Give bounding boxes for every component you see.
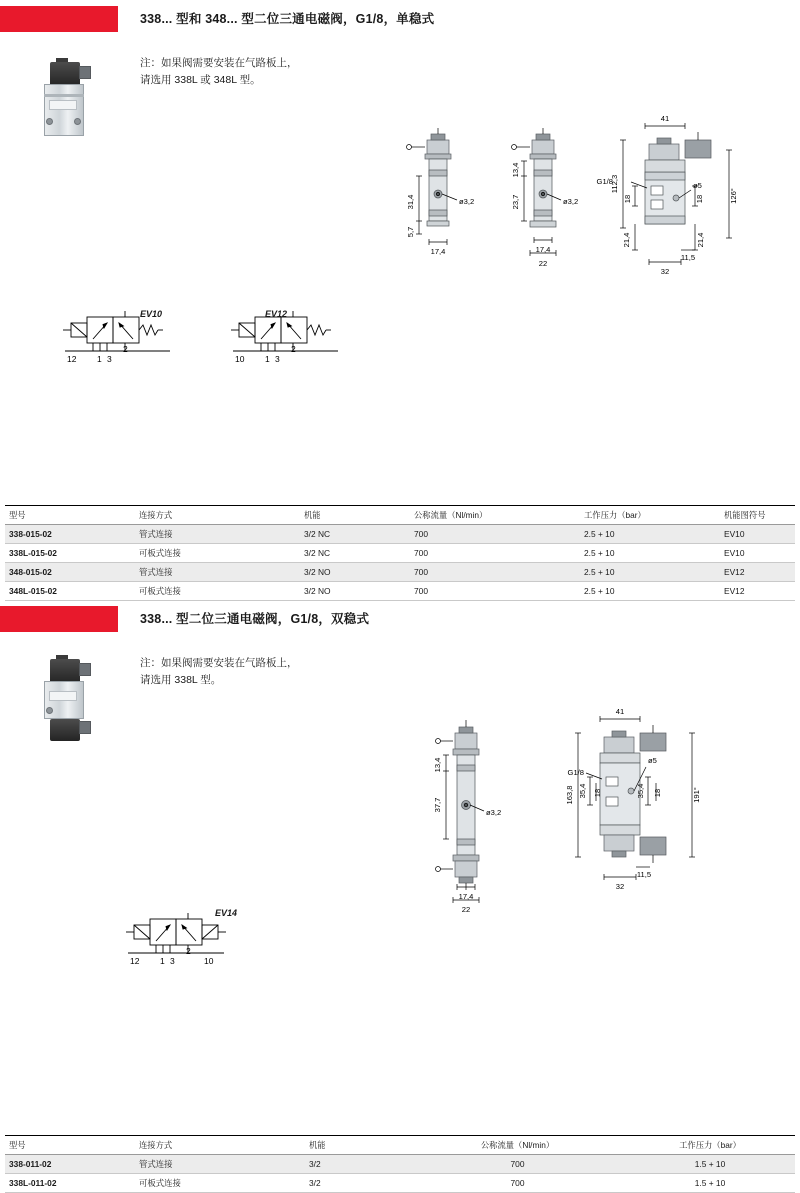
cell-model: 348-015-02 xyxy=(5,563,135,582)
cell-model: 338-011-02 xyxy=(5,1155,135,1174)
section-2-note xyxy=(140,655,298,689)
cell-pressure: 1.5 + 10 xyxy=(625,1155,795,1174)
svg-text:ø5: ø5 xyxy=(648,756,657,765)
svg-text:3: 3 xyxy=(107,354,112,364)
section-2-drawings xyxy=(400,705,780,920)
cell-model: 338L-011-02 xyxy=(5,1174,135,1193)
cell-connection: 管式连接 xyxy=(135,563,300,582)
svg-text:21,4: 21,4 xyxy=(622,232,631,248)
cell-symbol: EV10 xyxy=(720,544,795,563)
cell-flow: 700 xyxy=(410,544,580,563)
table-row xyxy=(5,544,795,563)
port-right xyxy=(74,118,81,125)
valve-label xyxy=(49,100,77,110)
note-1-line-2: 请选用 338L 或 348L 型。 xyxy=(140,74,261,86)
cell-connection: 管式连接 xyxy=(135,1155,305,1174)
cell-function: 3/2 xyxy=(305,1155,410,1174)
svg-text:G1/8: G1/8 xyxy=(596,177,613,186)
note-1-line-1: 注：如果阀需要安装在气路板上， xyxy=(140,57,298,69)
table-row xyxy=(5,563,795,582)
svg-text:191°: 191° xyxy=(692,787,701,803)
note-2-line-2: 请选用 338L 型。 xyxy=(140,674,222,686)
section-1-title: 338... 型和 348... 型二位三通电磁阀，G1/8，单稳式 xyxy=(140,12,435,26)
svg-text:35,4: 35,4 xyxy=(578,783,587,799)
th-model: 型号 xyxy=(5,506,135,525)
svg-text:2: 2 xyxy=(291,344,296,354)
svg-text:22: 22 xyxy=(461,905,471,914)
cell-pressure: 2.5 + 10 xyxy=(580,525,720,544)
svg-text:41: 41 xyxy=(660,114,670,123)
svg-text:11,5: 11,5 xyxy=(636,870,652,879)
svg-text:41: 41 xyxy=(615,707,625,716)
cell-flow: 700 xyxy=(410,582,580,601)
svg-text:13,4: 13,4 xyxy=(511,162,520,178)
svg-text:1: 1 xyxy=(97,354,102,364)
th-function: 机能 xyxy=(300,506,410,525)
cell-pressure: 2.5 + 10 xyxy=(580,563,720,582)
svg-text:2: 2 xyxy=(186,946,191,956)
electrical-plug-top xyxy=(79,663,91,676)
cell-model: 338-015-02 xyxy=(5,525,135,544)
svg-text:17,4: 17,4 xyxy=(430,247,446,256)
svg-text:31,4: 31,4 xyxy=(406,194,415,210)
section-2-accent-bar xyxy=(0,606,118,632)
cell-symbol: EV10 xyxy=(720,525,795,544)
cell-symbol: EV12 xyxy=(720,582,795,601)
svg-text:17,4: 17,4 xyxy=(458,892,474,901)
product-photo-1 xyxy=(36,58,98,136)
th-connection: 连接方式 xyxy=(135,506,300,525)
svg-text:112,3: 112,3 xyxy=(610,174,619,194)
cell-flow: 700 xyxy=(410,525,580,544)
section-1-drawings xyxy=(395,110,795,300)
solenoid-coil-top xyxy=(50,659,80,683)
th-flow: 公称流量（Nl/min） xyxy=(410,506,580,525)
body-ring-1 xyxy=(44,94,84,97)
cell-function: 3/2 NC xyxy=(300,544,410,563)
th-pressure: 工作压力（bar） xyxy=(580,506,720,525)
cell-symbol: EV12 xyxy=(720,563,795,582)
cell-connection: 可板式连接 xyxy=(135,582,300,601)
cell-function: 3/2 NC xyxy=(300,525,410,544)
svg-text:18: 18 xyxy=(653,788,662,798)
cell-model: 338L-015-02 xyxy=(5,544,135,563)
svg-text:3: 3 xyxy=(275,354,280,364)
svg-text:1: 1 xyxy=(265,354,270,364)
table-1-header-row xyxy=(5,506,795,525)
table-row xyxy=(5,1155,795,1174)
cell-pressure: 1.5 + 10 xyxy=(625,1174,795,1193)
section-1-note xyxy=(140,55,298,89)
svg-text:10: 10 xyxy=(235,354,245,364)
svg-text:13,4: 13,4 xyxy=(433,757,442,773)
spec-table-1 xyxy=(5,505,795,601)
cell-model: 348L-015-02 xyxy=(5,582,135,601)
svg-text:10: 10 xyxy=(204,956,214,966)
svg-text:22: 22 xyxy=(538,259,548,268)
svg-text:3: 3 xyxy=(170,956,175,966)
symbol-label-ev10: EV10 xyxy=(140,309,163,319)
svg-text:ø3,2: ø3,2 xyxy=(486,808,502,817)
cell-flow: 700 xyxy=(410,563,580,582)
table-row xyxy=(5,1174,795,1193)
cell-pressure: 2.5 + 10 xyxy=(580,544,720,563)
section-1-header xyxy=(0,0,800,34)
svg-text:32: 32 xyxy=(660,267,670,276)
th-connection: 连接方式 xyxy=(135,1136,305,1155)
valve-label xyxy=(49,691,77,701)
valve-body xyxy=(44,84,84,136)
svg-text:17,4: 17,4 xyxy=(535,245,551,254)
electrical-plug-bottom xyxy=(79,721,91,734)
svg-text:18: 18 xyxy=(623,194,632,204)
electrical-plug xyxy=(79,66,91,79)
solenoid-coil-bottom xyxy=(50,719,80,741)
svg-text:ø3,2: ø3,2 xyxy=(459,197,475,206)
section-2-title: 338... 型二位三通电磁阀，G1/8，双稳式 xyxy=(140,612,370,626)
th-function: 机能 xyxy=(305,1136,410,1155)
symbol-label-ev12: EV12 xyxy=(265,309,288,319)
section-1-symbols xyxy=(55,305,355,375)
svg-text:37,7: 37,7 xyxy=(433,797,442,813)
ev10-port-2: 2 xyxy=(123,344,128,354)
svg-text:5,7: 5,7 xyxy=(406,226,415,238)
cell-function: 3/2 NO xyxy=(300,582,410,601)
svg-text:163,8: 163,8 xyxy=(565,785,574,805)
svg-text:ø5: ø5 xyxy=(693,181,702,190)
solenoid-coil xyxy=(50,62,80,86)
section-1-accent-bar xyxy=(0,6,118,32)
symbol-label-ev14: EV14 xyxy=(215,908,238,918)
table-2-header-row xyxy=(5,1136,795,1155)
svg-text:1: 1 xyxy=(160,956,165,966)
cell-pressure: 2.5 + 10 xyxy=(580,582,720,601)
svg-text:126°: 126° xyxy=(729,188,738,204)
port-left xyxy=(46,118,53,125)
spec-table-2 xyxy=(5,1135,795,1193)
product-photo-2 xyxy=(36,655,98,745)
port-left xyxy=(46,707,53,714)
svg-text:32: 32 xyxy=(615,882,625,891)
th-symbol: 机能图符号 xyxy=(720,506,795,525)
cell-function: 3/2 NO xyxy=(300,563,410,582)
cell-flow: 700 xyxy=(410,1174,625,1193)
svg-text:G1/8: G1/8 xyxy=(567,768,584,777)
cell-function: 3/2 xyxy=(305,1174,410,1193)
svg-text:ø3,2: ø3,2 xyxy=(563,197,579,206)
table-row xyxy=(5,525,795,544)
svg-text:18: 18 xyxy=(593,788,602,798)
cell-connection: 可板式连接 xyxy=(135,544,300,563)
th-flow: 公称流量（Nl/min） xyxy=(410,1136,625,1155)
svg-text:12: 12 xyxy=(130,956,140,966)
svg-text:11,5: 11,5 xyxy=(680,253,696,262)
th-pressure: 工作压力（bar） xyxy=(625,1136,795,1155)
svg-text:21,4: 21,4 xyxy=(696,232,705,248)
cell-connection: 管式连接 xyxy=(135,525,300,544)
table-row xyxy=(5,582,795,601)
cell-connection: 可板式连接 xyxy=(135,1174,305,1193)
svg-text:18: 18 xyxy=(695,194,704,204)
note-2-line-1: 注：如果阀需要安装在气路板上， xyxy=(140,657,298,669)
th-model: 型号 xyxy=(5,1136,135,1155)
cell-flow: 700 xyxy=(410,1155,625,1174)
section-2-header xyxy=(0,600,800,634)
svg-text:12: 12 xyxy=(67,354,77,364)
svg-text:23,7: 23,7 xyxy=(511,194,520,210)
svg-text:35,4: 35,4 xyxy=(636,783,645,799)
